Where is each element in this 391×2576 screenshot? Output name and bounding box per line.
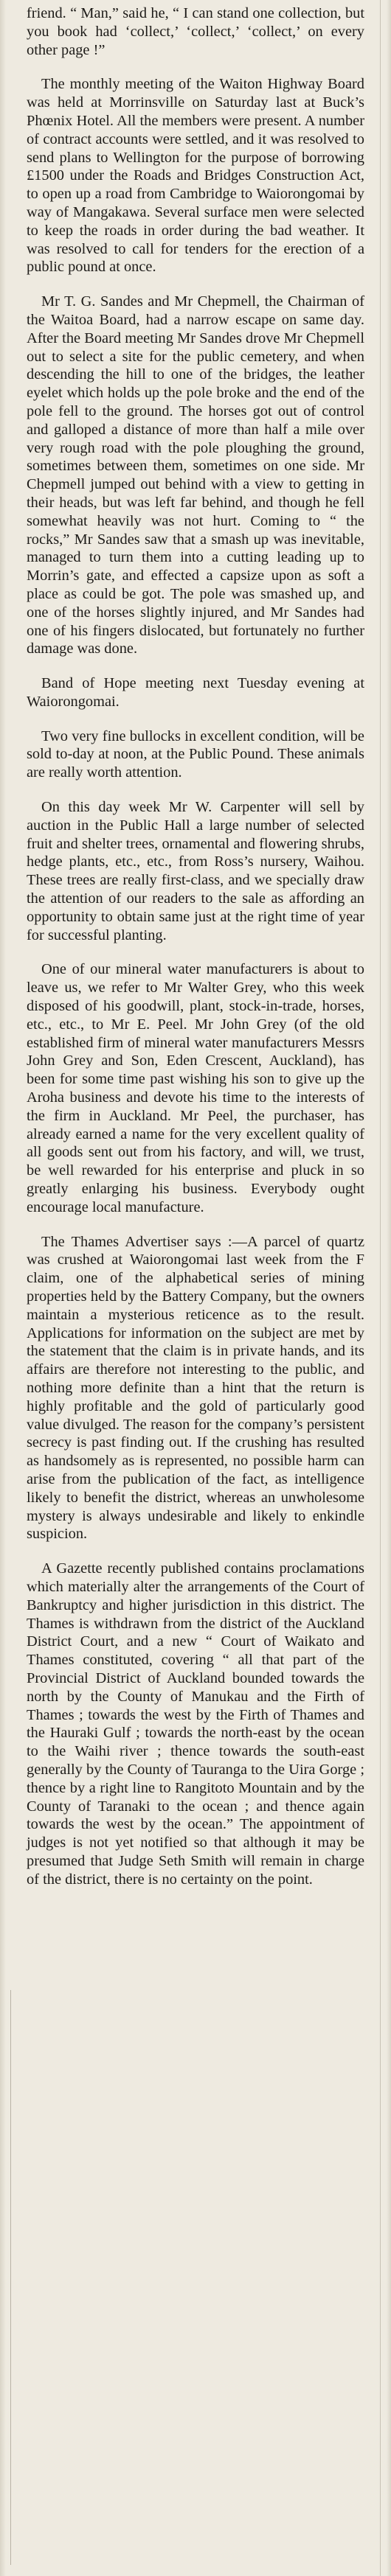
newspaper-column [27,4,364,1905]
paragraph-narrow-escape: Mr T. G. Sandes and Mr Chepmell, the Chairman of the Waitoa Board, had a narrow escape on same day. After the Board meeting Mr Sandes drove Mr Chepmell out to select a site for the public cemetery, and when descending the hill to one of the bridges, the leather eyelet which holds up the pole broke and the end of the pole fell to the ground. The horses got out of control and galloped a distance of more than half a mile over very rough road with the pole ploughing the ground, sometimes between them, sometimes on one side. Mr Chepmell jumped out behind with a view to getting in their heads, but was left far behind, and though he fell somewhat heavily was not hurt. Coming to “ the rocks,” Mr Sandes saw that a smash up was inevitable, managed to turn them into a cutting leading up to Morrin’s gate, and effected a capsize upon as soft a place as could be got. The pole was smashed up, and one of the horses slightly injured, and Mr Sandes had one of his fingers dislocated, but fortunately no further damage was done. [27,293,364,657]
paragraph-collection-anecdote: friend. “ Man,” said he, “ I can stand one collection, but you book had ‘collect,’ ‘collect,’ ‘collect,’ on every other page !” [27,5,364,58]
paragraph-auction: On this day week Mr W. Carpenter will sell by auction in the Public Hall a large number of selected fruit and shelter trees, ornamental and flowering shrubs, hedge plants, etc., etc., from Ross’s nursery, Waihou. These trees are really first-class, and we specially draw the attention of our readers to the sale as affording an opportunity to obtain same just at the right time of year for successful planting. [27,799,364,943]
paragraph-band-of-hope: Band of Hope meeting next Tuesday evening at Waiorongomai. [27,675,364,710]
paragraph-gazette: A Gazette recently published contains proclamations which materially alter the arrangements of the Court of Bankruptcy and higher jurisdiction in this district. The Thames is withdrawn from the district of the Auckland District Court, and a new “ Court of Waikato and Thames constituted, covering “ all that part of the Provincial District of Auckland bounded towards the north by the County of Manukau and the Firth of Thames ; towards the west by the Firth of Thames and the Hauraki Gulf ; towards the north-east by the ocean to the Waihi river ; thence towards the south-east generally by the County of Tauranga to the Uira Gorge ; thence by a right line to Rangitoto Mountain and by the County of Taranaki to the ocean ; and thence again towards the west by the ocean.” The appointment of judges is not yet notified so that although it may be presumed that Judge Seth Smith will remain in charge of the district, there is no certainty on the point. [27,1560,364,1888]
paragraph-thames-advertiser: The Thames Advertiser says :—A parcel of quartz was crushed at Waiorongomai last week from the F claim, one of the alphabetical series of mining properties held by the Battery Company, but the owners maintain a mysterious reticence as to the result. Applications for information on the subject are met by the statement that the claim is in private hands, and its affairs are therefore not interesting to the public, and nothing more definite than a hint that the return is highly profitable and the gold of particularly good value divulged. The reason for the company’s persistent secrecy is past finding out. If the crushing has resulted as handsomely as is represented, no possible harm can arise from the publication of the fact, as intelligence likely to benefit the district, whereas an unwholesome mystery is always undesirable and likely to enkindle suspicion. [27,1233,364,1543]
paragraph-mineral-water: One of our mineral water manufacturers is about to leave us, we refer to Mr Walter Grey, who this week disposed of his goodwill, plant, stock-in-trade, horses, etc., etc., to Mr E. Peel. Mr John Grey (of the old established firm of mineral water manufacturers Messrs John Grey and Son, Eden Crescent, Auckland), has been for some time past wishing his son to give up the Aroha business and devote his time to the interests of the firm in Auckland. Mr Peel, the purchaser, has already earned a name for the very excellent quality of all goods sent out from his factory, and will, we trust, be well rewarded for his enterprise and pluck in so greatly enlarging his business. Everybody ought encourage local manufacture. [27,961,364,1215]
paragraph-bullocks: Two very fine bullocks in excellent condition, will be sold to-day at noon, at the Public Pound. These animals are really worth attention. [27,727,364,781]
paragraph-highway-board: The monthly meeting of the Waiton Highway Board was held at Morrinsville on Saturday last at Buck’s Phœnix Hotel. All the members were present. A number of contract accounts were settled, and it was resolved to send plans to Wellington for the purpose of borrowing £1500 under the Roads and Bridges Construction Act, to open up a road from Cambridge to Waiorongomai by way of Mangakawa. Several surface men were selected to keep the roads in order during the bad weather. It was resolved to call for tenders for the erection of a public pound at once. [27,76,364,276]
page-gutter-right [387,0,391,2576]
column-rule-right [380,0,381,2576]
page-gutter-left [0,0,6,2576]
column-rule-left [10,1990,11,2565]
